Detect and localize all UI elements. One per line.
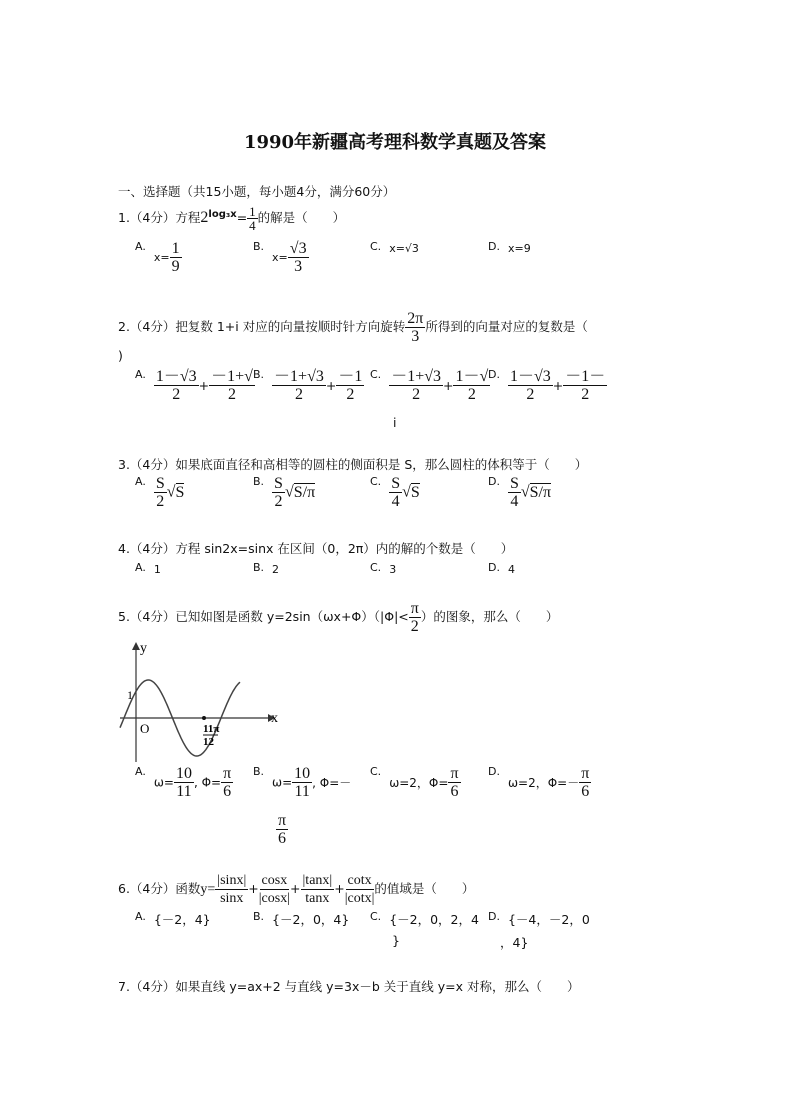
fraction: [292, 765, 312, 800]
q1-option-d[interactable]: [488, 240, 531, 255]
option-letter: B.: [253, 475, 265, 488]
option-text: 4: [507, 563, 515, 576]
denominator: 2: [156, 493, 165, 510]
question-6: 6.（4分）函数y= $\frac{|\sin x|}{\sin x}$ + $\frac{\cos x}{|\cos x|}$ + $\frac{|\tan x|}{\tan x}$ + $\frac{\cot x}{|\cot x|}$ 的值域是（ ）: [118, 873, 475, 906]
denominator: sinx: [220, 891, 244, 906]
q2-option-c[interactable]: [370, 368, 489, 403]
fraction: [448, 765, 460, 800]
plus-sign: +: [290, 881, 301, 896]
q1-option-b[interactable]: [253, 240, 309, 275]
fraction: [272, 368, 326, 403]
option-text: {－2，0，2，4: [389, 912, 479, 927]
sqrt: √S/π: [520, 483, 552, 501]
q4-option-c[interactable]: [370, 561, 396, 576]
denominator: 2: [228, 386, 237, 403]
plus-sign: +: [198, 378, 210, 393]
option-text: 2: [272, 563, 280, 576]
denominator: 9: [171, 258, 180, 275]
y-label: y: [140, 641, 147, 656]
origin-label: O: [140, 721, 150, 736]
option-letter: C.: [370, 240, 382, 253]
omega-text: ω=2，Φ=－: [507, 776, 580, 790]
denominator: 2: [294, 386, 303, 403]
option-continuation: i: [393, 415, 397, 430]
fraction: [389, 368, 443, 403]
denominator: 2: [412, 386, 421, 403]
q5-option-c[interactable]: [370, 765, 461, 800]
option-letter: C.: [370, 910, 382, 923]
option-letter: D.: [488, 910, 500, 923]
option-letter: D.: [488, 765, 500, 778]
q6-option-d[interactable]: [488, 910, 590, 928]
denominator: 3: [294, 258, 303, 275]
denominator: 4: [391, 493, 400, 510]
denominator: 2: [172, 386, 181, 403]
x-label: x: [271, 711, 278, 726]
numerator: cotx: [347, 873, 372, 888]
question-4: 4.（4分）方程 sin2x=sinx 在区间（0，2π）内的解的个数是（ ）: [118, 541, 514, 556]
fraction: [508, 475, 521, 510]
fraction: [174, 765, 194, 800]
sqrt: √S/π: [284, 483, 316, 501]
q3-option-b[interactable]: [253, 475, 315, 510]
option-letter: D.: [488, 475, 500, 488]
denominator: 6: [450, 783, 459, 800]
denominator: 2: [526, 386, 535, 403]
q6-option-a[interactable]: [135, 910, 211, 928]
fraction: [336, 368, 364, 403]
option-letter: C.: [370, 561, 382, 574]
option-continuation: ，4}: [500, 935, 529, 950]
option-text: {－4，－2，0: [507, 912, 590, 927]
fraction: [221, 765, 233, 800]
option-letter: C.: [370, 765, 382, 778]
denominator: |cosx|: [258, 891, 291, 906]
option-letter: A.: [135, 475, 146, 488]
denominator: 2: [467, 386, 476, 403]
fraction: [272, 475, 285, 510]
question-2: 2.（4分）把复数 1+i 对应的向量按顺时针方向旋转 $\frac{2\pi}{3}$ 所得到的向量对应的复数是（: [118, 310, 588, 345]
radicand: S/π: [529, 483, 552, 501]
fraction: [259, 872, 290, 907]
option-continuation: [276, 812, 288, 847]
sine-graph: [118, 640, 278, 765]
q6-option-b[interactable]: [253, 910, 349, 928]
numerator: π: [223, 765, 232, 782]
option-letter: B.: [253, 561, 265, 574]
denominator: 2: [346, 386, 355, 403]
option-letter: A.: [135, 561, 146, 574]
section-heading: 一、选择题（共15小题，每小题4分，满分60分）: [118, 184, 396, 199]
fraction: [389, 475, 402, 510]
denominator: 6: [581, 783, 590, 800]
q4-option-b[interactable]: [253, 561, 279, 576]
radicand: S: [175, 483, 185, 501]
numerator: 10: [175, 765, 192, 782]
plus-sign: +: [325, 378, 337, 393]
numerator: S: [509, 475, 519, 492]
numerator: －1+√3: [274, 368, 324, 385]
numerator: 1－√3: [509, 368, 551, 385]
question-2-close: ): [118, 348, 123, 363]
numerator: 1: [171, 240, 180, 257]
q5-option-a[interactable]: [135, 765, 233, 800]
y-tick-1: 1: [127, 688, 133, 702]
q5-option-b[interactable]: [253, 765, 351, 800]
fraction: [209, 368, 255, 403]
x-tick-den: 12: [203, 736, 214, 748]
option-text: {－2，4}: [153, 912, 211, 927]
fraction: [215, 872, 248, 907]
fraction: [345, 872, 375, 907]
q3-option-c[interactable]: [370, 475, 420, 510]
q5-option-d[interactable]: [488, 765, 591, 800]
option-continuation: }: [392, 933, 400, 948]
q2-option-d[interactable]: [488, 368, 606, 403]
denominator: 11: [176, 783, 192, 800]
numerator: －1: [338, 368, 363, 385]
numerator: π: [278, 812, 287, 829]
sqrt: √S: [402, 483, 420, 501]
numerator: 1－√: [455, 368, 489, 385]
omega-text: ω=2，Φ=: [389, 776, 449, 790]
numerator: π: [581, 765, 590, 782]
denominator: |cotx|: [344, 891, 375, 906]
zero-point: [202, 716, 206, 720]
numerator: √3: [289, 240, 307, 257]
question-3: 3.（4分）如果底面直径和高相等的圆柱的侧面积是 S，那么圆柱的体积等于（ ）: [118, 457, 588, 472]
fraction: [170, 240, 182, 275]
page-title: 1990年新疆高考理科数学真题及答案: [243, 132, 547, 153]
numerator: －1－: [565, 368, 606, 385]
fraction: [288, 240, 309, 275]
numerator: －1+√: [211, 368, 253, 385]
plus-sign: +: [334, 881, 345, 896]
option-letter: B.: [253, 240, 265, 253]
numerator: S: [155, 475, 165, 492]
denominator: 2: [274, 493, 283, 510]
option-text: 1: [153, 563, 161, 576]
question-7: 7.（4分）如果直线 y=ax+2 与直线 y=3x－b 关于直线 y=x 对称，那么（ ）: [118, 979, 580, 994]
fraction: [154, 475, 167, 510]
fraction: [154, 368, 199, 403]
q2-option-b[interactable]: [253, 368, 368, 403]
fraction: [563, 368, 607, 403]
fraction: [579, 765, 591, 800]
phi-text: , Φ=－: [312, 776, 352, 790]
option-letter: A.: [135, 765, 146, 778]
denominator: 4: [510, 493, 519, 510]
plus-sign: +: [443, 378, 454, 393]
q4-option-d[interactable]: [488, 561, 515, 576]
numerator: cosx: [261, 873, 288, 888]
option-letter: A.: [135, 910, 146, 923]
option-letter: C.: [370, 368, 382, 381]
numerator: S: [391, 475, 401, 492]
sqrt: √S: [166, 483, 185, 501]
numerator: 10: [294, 765, 311, 782]
x-tick-num: 11π: [203, 723, 220, 735]
option-letter: D.: [488, 561, 500, 574]
option-letter: B.: [253, 910, 265, 923]
q2-option-a[interactable]: [135, 368, 253, 403]
numerator: S: [274, 475, 283, 492]
option-letter: A.: [135, 368, 146, 381]
q3-option-d[interactable]: [488, 475, 551, 510]
option-text: x=: [272, 251, 288, 264]
q1-option-a[interactable]: [135, 240, 182, 275]
y-arrow-icon: [132, 642, 140, 650]
option-text: 3: [389, 563, 397, 576]
option-text: x=: [153, 251, 170, 264]
q6-option-c[interactable]: [370, 910, 479, 928]
omega-text: ω=: [153, 775, 174, 790]
option-letter: D.: [488, 240, 500, 253]
denominator: 6: [278, 830, 287, 847]
denominator: tanx: [305, 891, 330, 906]
option-letter: C.: [370, 475, 382, 488]
option-letter: A.: [135, 240, 146, 253]
numerator: |tanx|: [302, 873, 333, 888]
omega-text: ω=: [272, 775, 293, 790]
fraction: [453, 368, 490, 403]
fraction: [276, 812, 288, 847]
radicand: S: [410, 483, 420, 501]
option-text: x=9: [507, 242, 531, 255]
question-5: 5.（4分）已知如图是函数 y=2sin（ωx+Φ）（|Φ|< $\frac{\pi}{2}$ ）的图象，那么（ ）: [118, 600, 559, 635]
option-text: {－2，0，4}: [272, 912, 350, 927]
numerator: |sinx|: [217, 873, 247, 888]
numerator: 1－√3: [155, 368, 197, 385]
q3-option-a[interactable]: [135, 475, 184, 510]
q4-option-a[interactable]: [135, 561, 161, 576]
option-letter: B.: [253, 368, 265, 381]
numerator: －1+√3: [391, 368, 441, 385]
fraction: [508, 368, 553, 403]
denominator: 11: [294, 783, 310, 800]
phi-text: , Φ=: [193, 775, 222, 790]
plus-sign: +: [552, 378, 564, 393]
fraction: [301, 872, 335, 907]
option-text: x=√3: [389, 242, 419, 255]
radicand: S/π: [293, 483, 316, 501]
option-letter: B.: [253, 765, 265, 778]
q1-option-c[interactable]: [370, 240, 419, 255]
numerator: π: [450, 765, 459, 782]
option-letter: D.: [488, 368, 500, 381]
plus-sign: +: [248, 881, 259, 896]
denominator: 6: [223, 783, 232, 800]
question-1: 1.（4分）方程$2^{log_3x}=$ $\frac{1}{4}$ 的解是（ ）: [118, 204, 346, 233]
denominator: 2: [581, 386, 590, 403]
